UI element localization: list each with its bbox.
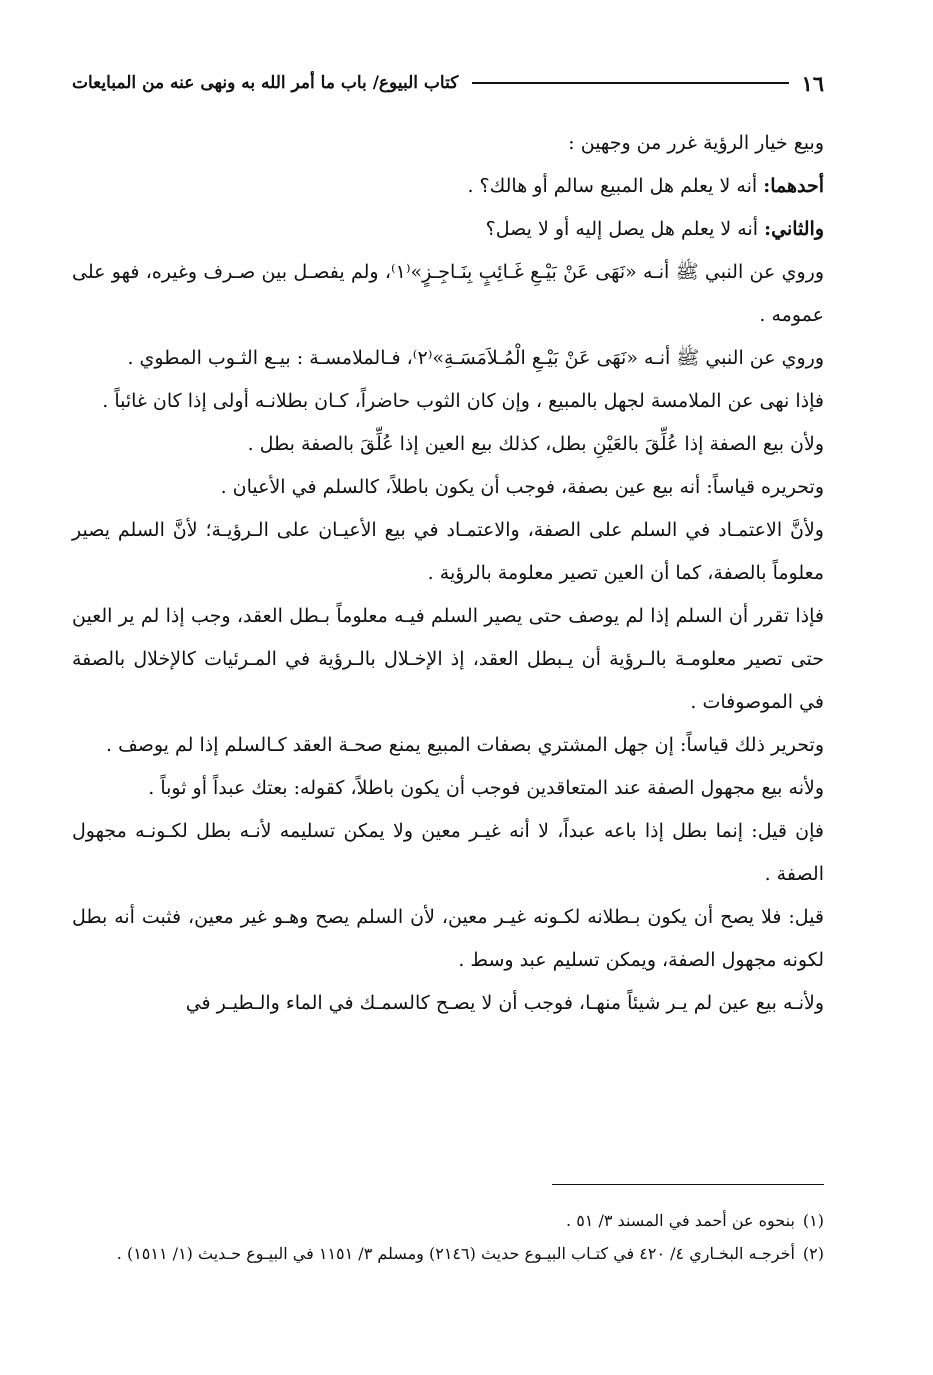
- footnote-separator: [552, 1184, 824, 1185]
- paragraph: ولأنـه بيع عين لم يـر شيئاً منهـا، فوجب أن لا يصـح كالسمـك في الماء والـطيـر في: [185, 992, 824, 1014]
- footnote-text: أخرجـه البخـاري ٤/ ٤٢٠ في كتـاب البيـوع حديث (٢١٤٦) ومسلم ٣/ ١١٥١ في البيـوع حـديث (١/ ١٥١١) .: [116, 1244, 795, 1263]
- footnote: [72, 1204, 824, 1237]
- paragraph: قيل: فلا يصح أن يكون بـطلانه لكـونه غيـر معين، لأن السلم يصح وهـو غير معين، فثبت أنه بطل لكونه مجهول الصفة، ويمكن تسليم عبد وسط .: [72, 906, 824, 971]
- paragraph: فإن قيل: إنما بطل إذا باعه عبداً، لا أنه غيـر معين ولا يمكن تسليمه لأنـه بطل لكـونـه مجهول الصفة .: [72, 820, 824, 885]
- paragraph: فإذا نهى عن الملامسة لجهل بالمبيع ، وإن كان الثوب حاضراً، كـان بطلانـه أولى إذا كان غائباً .: [102, 390, 824, 412]
- header-rule: [472, 82, 789, 84]
- paragraph: وتحرير ذلك قياساً: إن جهل المشتري بصفات المبيع يمنع صحـة العقد كـالسلم إذا لم يوصف .: [105, 734, 824, 756]
- label-second: والثاني:: [764, 218, 824, 240]
- main-text: [72, 122, 824, 1025]
- footnote-number: (٢): [802, 1244, 824, 1263]
- paragraph: وروي عن النبي ﷺ أنـه «نَهَى عَنْ بَيْـعِ الْمُـلاَمَسَـةِ»⁽٢⁾، فـالملامسـة : بيـع الثـوب المطوي .: [127, 347, 824, 369]
- footnotes: [72, 1204, 824, 1270]
- running-title: كتاب البيوع/ باب ما أمر الله به ونهى عنه من المبايعات: [72, 73, 459, 93]
- page-number: ١٦: [801, 70, 824, 96]
- paragraph-text: أنه لا يعلم هل المبيع سالم أو هالك؟ .: [467, 175, 758, 197]
- paragraph: وبيع خيار الرؤية غرر من وجهين :: [568, 132, 824, 154]
- paragraph: ولأنه بيع مجهول الصفة عند المتعاقدين فوجب أن يكون باطلاً، كقوله: بعتك عبداً أو ثوباً .: [148, 777, 824, 799]
- footnote-text: بنحوه عن أحمد في المسند ٣/ ٥١ .: [566, 1211, 795, 1230]
- paragraph: [72, 165, 824, 208]
- footnote-number: (١): [802, 1211, 824, 1230]
- paragraph: وتحريره قياساً: أنه بيع عين بصفة، فوجب أن يكون باطلاً، كالسلم في الأعيان .: [220, 476, 824, 498]
- page-header: [72, 66, 824, 100]
- paragraph: فإذا تقرر أن السلم إذا لم يوصف حتى يصير السلم فيـه معلوماً بـطل العقد، وجب إذا لم ير العين حتى تصير معلومـة بالـرؤية أن يـبطل العقد، إذ الإخـلال بالـرؤية في المـرئيات كالإخلال بالصفة في الموصوفات .: [72, 605, 824, 713]
- paragraph: وروي عن النبي ﷺ أنـه «نَهَى عَنْ بَيْـعِ غَـائِبٍ بِنَـاجِـزٍ»⁽١⁾، ولم يفصـل بين صـرف وغيره، فهو على عمومه .: [72, 261, 825, 326]
- paragraph: ولأنَّ الاعتمـاد في السلم على الصفة، والاعتمـاد في بيع الأعيـان على الـرؤيـة؛ لأنَّ السلم يصير معلوماً بالصفة، كما أن العين تصير معلومة بالرؤية .: [72, 519, 824, 584]
- footnote: [72, 1237, 824, 1270]
- paragraph: [72, 208, 824, 251]
- paragraph: ولأن بيع الصفة إذا عُلِّقَ بالعَيْنِ بطل، كذلك بيع العين إذا عُلِّقَ بالصفة بطل .: [247, 433, 824, 455]
- label-first: أحدهما:: [763, 175, 824, 197]
- paragraph-text: أنه لا يعلم هل يصل إليه أو لا يصل؟: [485, 218, 759, 240]
